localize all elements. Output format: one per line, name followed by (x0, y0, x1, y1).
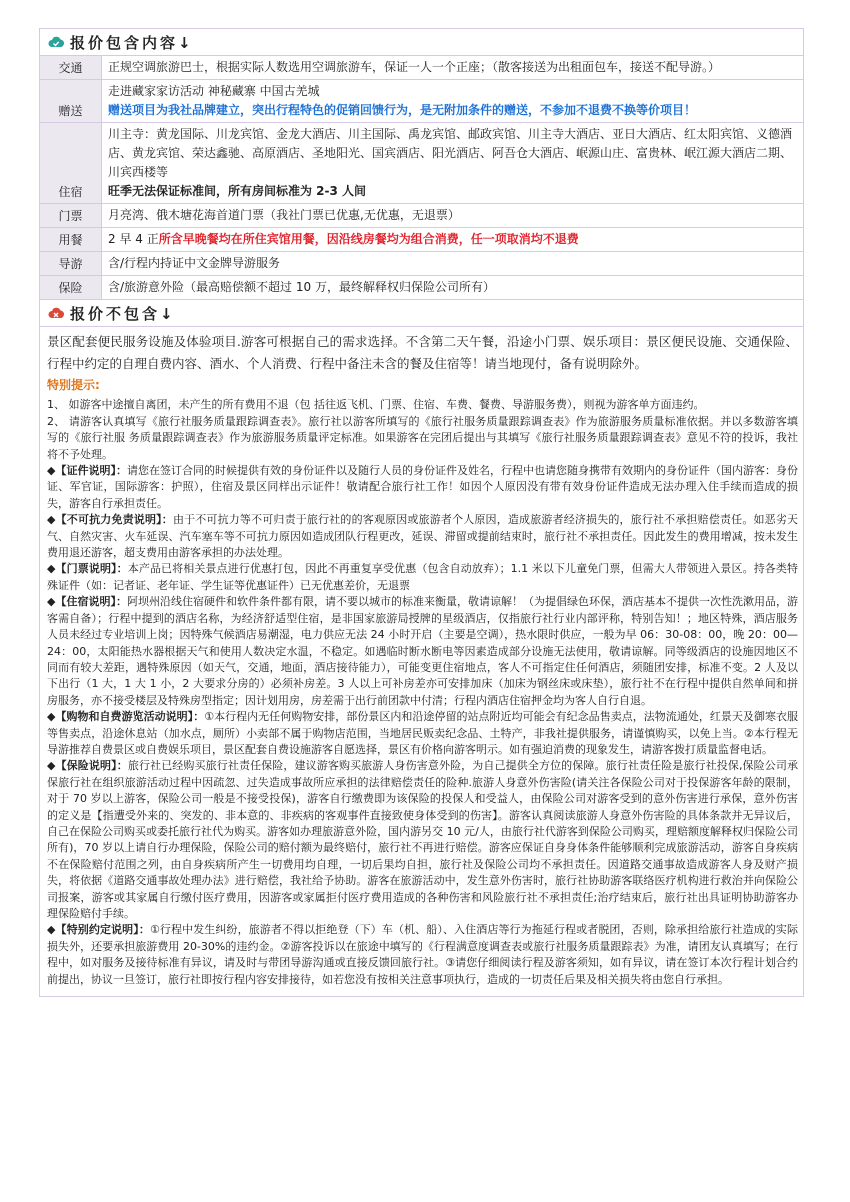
note-paragraph (47, 709, 798, 758)
row-line-text: 走进藏家家访活动 神秘藏寨 中国古羌城 (108, 84, 320, 98)
note-paragraph (47, 414, 798, 463)
row-value (102, 123, 804, 204)
note-text: 请您在签订合同的时候提供有效的身份证件以及随行人员的身份证件及姓名，行程中也请您随身携带有效期内的身份证件（国内游客：身份证、军官证，国际游客：护照），住宿及景区同样出示证件！敬请配合旅行社工作！如因个人原因没有带有效身份证件造成无法办理入住手续而造成的损失，游客自行承担责任。 (47, 464, 798, 510)
row-value (102, 276, 804, 300)
note-text: 由于不可抗力等不可归责于旅行社的的客观原因或旅游者个人原因，造成旅游者经济损失的，旅行社不承担赔偿责任。如恶劣天气、自然灾害、火车延误、汽车塞车等不可抗力原因如造成团队行程更改，延误、滞留或提前结束时，旅行社不承担责任。因此发生的费用增减，按未发生费用退还游客，超支费用由游客承担的办法处理。 (47, 513, 798, 560)
row-line-text: 旺季无法保证标准间，所有房间标准为 2-3 人间 (108, 184, 367, 198)
includes-row (40, 252, 803, 276)
note-heading: ◆【购物和自费游览活动说明】： (47, 710, 205, 724)
row-value (102, 56, 804, 80)
note-heading: ◆【保险说明】： (47, 759, 128, 773)
row-line (108, 58, 797, 77)
note-heading: ◆【不可抗力免责说明】： (47, 513, 173, 527)
note-text: 本产品已将相关景点进行优惠打包，因此不再重复享受优惠（包含自动放弃）；1.1 米以下儿童免门票，但需大人带领进入景区。持各类特殊证件（如：记者证、老年证、学生证等优惠证件）已无优惠差价，无退票 (47, 562, 798, 592)
row-label: 导游 (40, 252, 102, 276)
note-paragraph (47, 512, 798, 561)
excludes-intro: 景区配套便民服务设施及体验项目.游客可根据自己的需求选择。不含第二天午餐，沿途小门票、娱乐项目：景区便民设施、交通保险、行程中约定的自理自费内容、酒水、个人消费、行程中备注未含的餐及住宿等！请当地现付，备有说明除外。 (47, 334, 798, 371)
row-label: 门票 (40, 204, 102, 228)
excludes-body (40, 327, 803, 996)
row-label: 住宿 (40, 123, 102, 204)
row-line (108, 182, 797, 201)
note-text: 1、 如游客中途擅自离团，未产生的所有费用不退（包 括往返飞机、门票、住宿、车费、餐费、导游服务费），则视为游客单方面违约。 (47, 398, 705, 412)
row-value (102, 228, 804, 252)
includes-header (40, 29, 803, 56)
note-paragraph (47, 463, 798, 512)
note-heading: ◆【门票说明】： (47, 562, 128, 576)
excludes-title: 报价不包含↓ (70, 304, 176, 323)
row-line (108, 101, 797, 120)
includes-row (40, 123, 803, 204)
row-label: 用餐 (40, 228, 102, 252)
row-line (108, 254, 797, 273)
note-text: 旅行社已经购买旅行社责任保险，建议游客购买旅游人身伤害意外险，为自己提供全方位的保障。旅行社责任险是旅行社投保,保险公司承保旅行社在组织旅游活动过程中因疏忽、过失造成事故所应承担的法律赔偿责任的险种.旅游人身意外伤害险(请关注各保险公司对于投保游客年龄的限制，对于 70 岁以上游客，保险公司一般是不接受投保)，游客自行缴费即为该保险的投保人和受益人，由保险公司对游客受到的意外伤害进行承保，意外伤害的定义是【指遭受外来的、突发的、非本意的、非疾病的客观事件直接致使身体受到的伤害】。游客认真阅读旅游人身意外伤害险的具体条款并无异议后，自己在保险公司购买或委托旅行社代为购买。游客如办理旅游意外险，国内游另交 10 元/人，由旅行社代游客到保险公司购买，理赔额度解释权归保险公司所有)，70 岁以上请自行办理保险，保险公司的赔付额为最终赔付，旅行社不再进行赔偿。游客应保证自身身体条件能够顺利完成旅游活动，游客自身疾病不在保险赔付范围之列，由自身疾病所产生一切费用均自理，一切后果均自担，旅行社及保险公司均不承担责任。因道路交通事故造成游客人身及财产损失，将依据《道路交通事故处理办法》进行赔偿，我社给予协助。游客在旅游活动中，发生意外伤害时，旅行社协助游客联络医疗机构进行救治并向保险公司报案，游客或其家属自行缴付医疗费用，因游客或家属拒付医疗费用造成的各种伤害和风险旅行社不承担责任;治疗结束后，旅行社出具证明协助游客办理保险赔付手续。 (47, 759, 798, 920)
cloud-check-icon (48, 34, 64, 50)
row-line-text: 2 早 4 正 (108, 232, 159, 246)
row-value (102, 80, 804, 123)
row-line (108, 82, 797, 101)
includes-title: 报价包含内容↓ (70, 33, 194, 52)
note-text: 阿坝州沿线住宿硬件和软件条件都有限，请不要以城市的标准来衡量，敬请谅解！（为提倡绿色环保，酒店基本不提供一次性洗漱用品，游客需自备）；行程中提到的酒店名称，为经济舒适型住宿，是非国家旅游局授牌的星级酒店，仅指旅行社行业内部评称，特别告知！；地区特殊，酒店服务人员未经过专业培训上岗；因特殊气候酒店易潮湿，电力供应无法 24 小时开启（主要是空调），热水限时供应，一般为早 06：30-08：00，晚 20：00—24：00，太阳能热水器根据天气和使用人数决定水温，不稳定。如遇临时断水断电等因素造成部分设施无法使用，敬请谅解。同等级酒店的设施因地区不同而有较大差距，遇特殊原因（如天气，交通，地面，酒店接待能力），可能变更住宿地点，客人不可指定住任何酒店，须随团安排，标准不变。2 人及以下出行（1 大，1 大 1 小，2 大要求分房的）必须补房差。3 人以上可补房差亦可安排加床（加床为钢丝床或床垫），旅行社不在行程中提供自然单间和拼房服务，亦不接受楼层及特殊房型指定；因计划用房，房差需于出行前团款中付清；行程内酒店住宿押金均为客人自行自退。 (47, 595, 798, 707)
includes-row (40, 80, 803, 123)
row-line (108, 125, 797, 182)
row-line-text: 正规空调旅游巴士，根据实际人数选用空调旅游车，保证一人一个正座；（散客接送为出租面包车，接送不配导游。） (108, 60, 721, 74)
row-line-text: 川主寺：黄龙国际、川龙宾馆、金龙大酒店、川主国际、禹龙宾馆、邮政宾馆、川主寺大酒店、亚日大酒店、红太阳宾馆、义德酒店、黄龙宾馆、荣达鑫驰、高原酒店、圣地阳光、国宾酒店、阳光酒店、阿吾仓大酒店、岷源山庄、富贵林、岷江源大酒店二期、川宾西楼等 (108, 127, 793, 179)
row-line-text: 含/行程内持证中文金牌导游服务 (108, 256, 281, 270)
includes-row (40, 204, 803, 228)
includes-row (40, 276, 803, 300)
special-tips-title: 特别提示: (47, 378, 100, 392)
notes-list (47, 397, 798, 988)
row-label: 赠送 (40, 80, 102, 123)
note-text: ①本行程内无任何购物安排，部份景区内和沿途停留的站点附近均可能会有纪念品售卖点，法物流通处，红景天及御寒衣服等售卖点，沿途休息站（加水点，厕所）小卖部不属于购物店范围，当地居民贩卖纪念品、土特产，非我社提供服务，请谨慎购买，以免上当。②本行程无导游推荐自费景区或自费娱乐项目，景区配套自费设施游客自愿选择，景区有价格向游客明示。如有强迫消费的现象发生，请游客拨打质量监督电话。 (47, 710, 798, 756)
row-line (108, 206, 797, 225)
note-paragraph (47, 758, 798, 922)
row-line (108, 278, 797, 297)
row-value (102, 204, 804, 228)
includes-table (40, 56, 803, 300)
note-paragraph (47, 922, 798, 988)
cloud-cross-icon (48, 305, 64, 321)
note-text: ①行程中发生纠纷，旅游者不得以拒绝登（下）车（机、船）、入住酒店等行为拖延行程或者脱团，否则，除承担给旅行社造成的实际损失外，还要承担旅游费用 20-30%的违约金。②游客投诉以在旅途中填写的《行程满意度调查表或旅行社服务质量跟踪表》为准，请团友认真填写；在行程中，如对服务及接待标准有异议，请及时与带团导游沟通或直接反馈回旅行社。③请您仔细阅读行程及游客须知，如有异议，请在签订本次行程计划合约前提出，协议一旦签订，旅行社即按行程内容安排接待，如若您没有按相关注意事项执行，造成的一切责任后果及相关损失将由您自行承担。 (47, 923, 799, 986)
note-paragraph (47, 397, 798, 413)
row-value (102, 252, 804, 276)
quote-sheet (39, 28, 804, 997)
note-heading: ◆【证件说明】： (47, 464, 127, 478)
note-heading: ◆【住宿说明】： (47, 595, 127, 609)
note-heading: ◆【特别约定说明】： (47, 923, 150, 937)
note-paragraph (47, 561, 798, 594)
row-line-text: 含/旅游意外险（最高赔偿额不超过 10 万，最终解释权归保险公司所有） (108, 280, 495, 294)
row-line-note: 所含早晚餐均在所住宾馆用餐，因沿线房餐均为组合消费，任一项取消均不退费 (158, 232, 579, 246)
row-line-text: 赠送项目为我社品牌建立，突出行程特色的促销回馈行为，是无附加条件的赠送，不参加不退费不换等价项目！ (108, 103, 697, 117)
excludes-header (40, 300, 803, 327)
note-text: 2、 请游客认真填写《旅行社服务质量跟踪调查表》。旅行社以游客所填写的《旅行社服务质量跟踪调查表》作为旅游服务质量标准依据。并以多数游客填写的《旅行社服 务质量跟踪调查表》作为旅游服务质量评定标准。如果游客在完团后提出与其填写《旅行社服务质量跟踪调查表》意见不符的投诉，我社将不予处理。 (47, 414, 798, 461)
row-line (108, 230, 797, 249)
row-label: 保险 (40, 276, 102, 300)
includes-row (40, 228, 803, 252)
row-line-text: 月亮湾、俄木塘花海首道门票（我社门票已优惠,无优惠，无退票） (108, 208, 460, 222)
row-label: 交通 (40, 56, 102, 80)
note-paragraph (47, 594, 798, 709)
includes-row (40, 56, 803, 80)
